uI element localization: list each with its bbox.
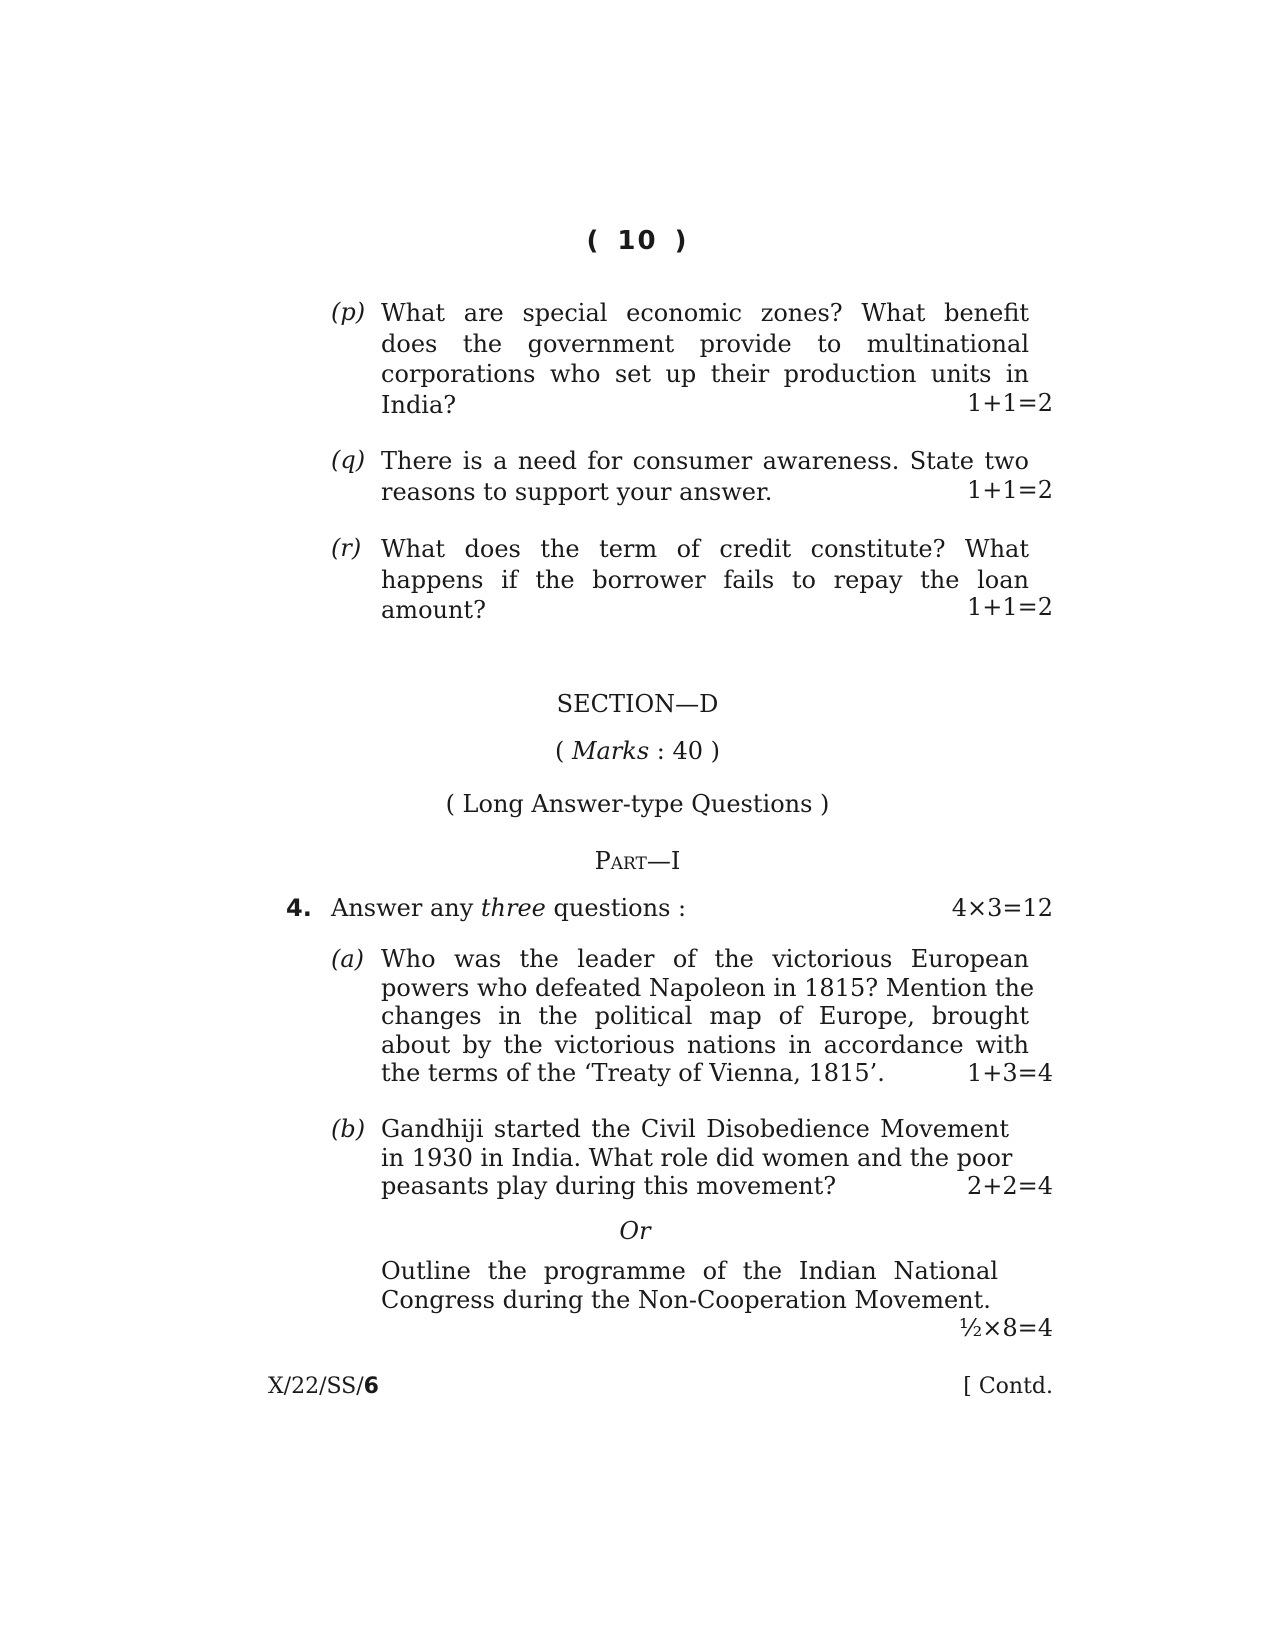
question-p-line-2: does the government provide to multinational <box>381 329 1029 358</box>
question-p-marks: 1+1=2 <box>966 389 1053 417</box>
question-alt-marks: ½×8=4 <box>958 1314 1053 1342</box>
question-a-line-4: about by the victorious nations in accordance with <box>381 1030 1029 1059</box>
or-separator: Or <box>619 1217 651 1245</box>
footer-code <box>268 1374 379 1399</box>
question-label-b: (b) <box>331 1115 366 1143</box>
section-marks-label: Marks <box>571 737 650 765</box>
section-marks-open: ( <box>554 737 572 765</box>
footer-contd: [ Contd. <box>963 1374 1053 1399</box>
question-q-marks: 1+1=2 <box>966 476 1053 504</box>
question-b-marks: 2+2=4 <box>966 1172 1053 1200</box>
question-p-line-1: What are special economic zones? What benefit <box>381 299 1029 327</box>
part-title: Part—I <box>594 847 681 875</box>
question-a-line-3: changes in the political map of Europe, brought <box>381 1002 1029 1030</box>
question-4-instruction-pre: Answer any <box>331 894 481 922</box>
question-r-line-1: What does the term of credit constitute? What <box>381 535 1029 563</box>
question-r-marks: 1+1=2 <box>966 593 1053 621</box>
section-marks-value: : 40 ) <box>649 737 721 765</box>
question-4-instruction-post: questions : <box>545 894 687 922</box>
footer-code-text: X/22/SS/ <box>268 1374 364 1399</box>
question-p-line-4: India? <box>381 390 457 419</box>
page-number: ( 10 ) <box>586 226 689 256</box>
question-r-line-2: happens if the borrower fails to repay the loan <box>381 565 1029 594</box>
question-alt-line-2: Congress during the Non-Cooperation Movement. <box>381 1285 991 1314</box>
section-title: SECTION—D <box>556 690 719 718</box>
question-a-line-2: powers who defeated Napoleon in 1815? Mention the <box>381 973 1035 1002</box>
question-q-line-1: There is a need for consumer awareness. State two <box>381 447 1029 475</box>
footer-code-bold: 6 <box>363 1374 379 1399</box>
section-subtitle: ( Long Answer-type Questions ) <box>445 790 830 818</box>
question-a-line-1: Who was the leader of the victorious European <box>381 945 1029 973</box>
question-q-line-2: reasons to support your answer. <box>381 477 773 506</box>
section-marks <box>0 737 1275 765</box>
question-a-line-5: the terms of the ‘Treaty of Vienna, 1815’. <box>381 1059 885 1087</box>
question-text-alt <box>381 1257 998 1314</box>
question-label-a: (a) <box>331 945 365 973</box>
question-b-line-2: in 1930 in India. What role did women and the poor <box>381 1143 1013 1172</box>
question-p-line-3: corporations who set up their production units in <box>381 360 1029 388</box>
question-4-number: 4. <box>286 894 312 922</box>
question-4-instruction-em: three <box>480 894 546 922</box>
question-r-line-3: amount? <box>381 596 486 624</box>
question-label-p: (p) <box>331 298 366 326</box>
question-b-line-3: peasants play during this movement? <box>381 1172 837 1200</box>
question-label-r: (r) <box>331 534 362 562</box>
question-4-instruction <box>331 894 686 922</box>
question-a-marks: 1+3=4 <box>966 1059 1053 1087</box>
question-alt-line-1: Outline the programme of the Indian National <box>381 1257 998 1285</box>
question-b-line-1: Gandhiji started the Civil Disobedience Movement <box>381 1115 1009 1143</box>
question-label-q: (q) <box>331 446 366 474</box>
question-4-marks: 4×3=12 <box>951 894 1053 922</box>
